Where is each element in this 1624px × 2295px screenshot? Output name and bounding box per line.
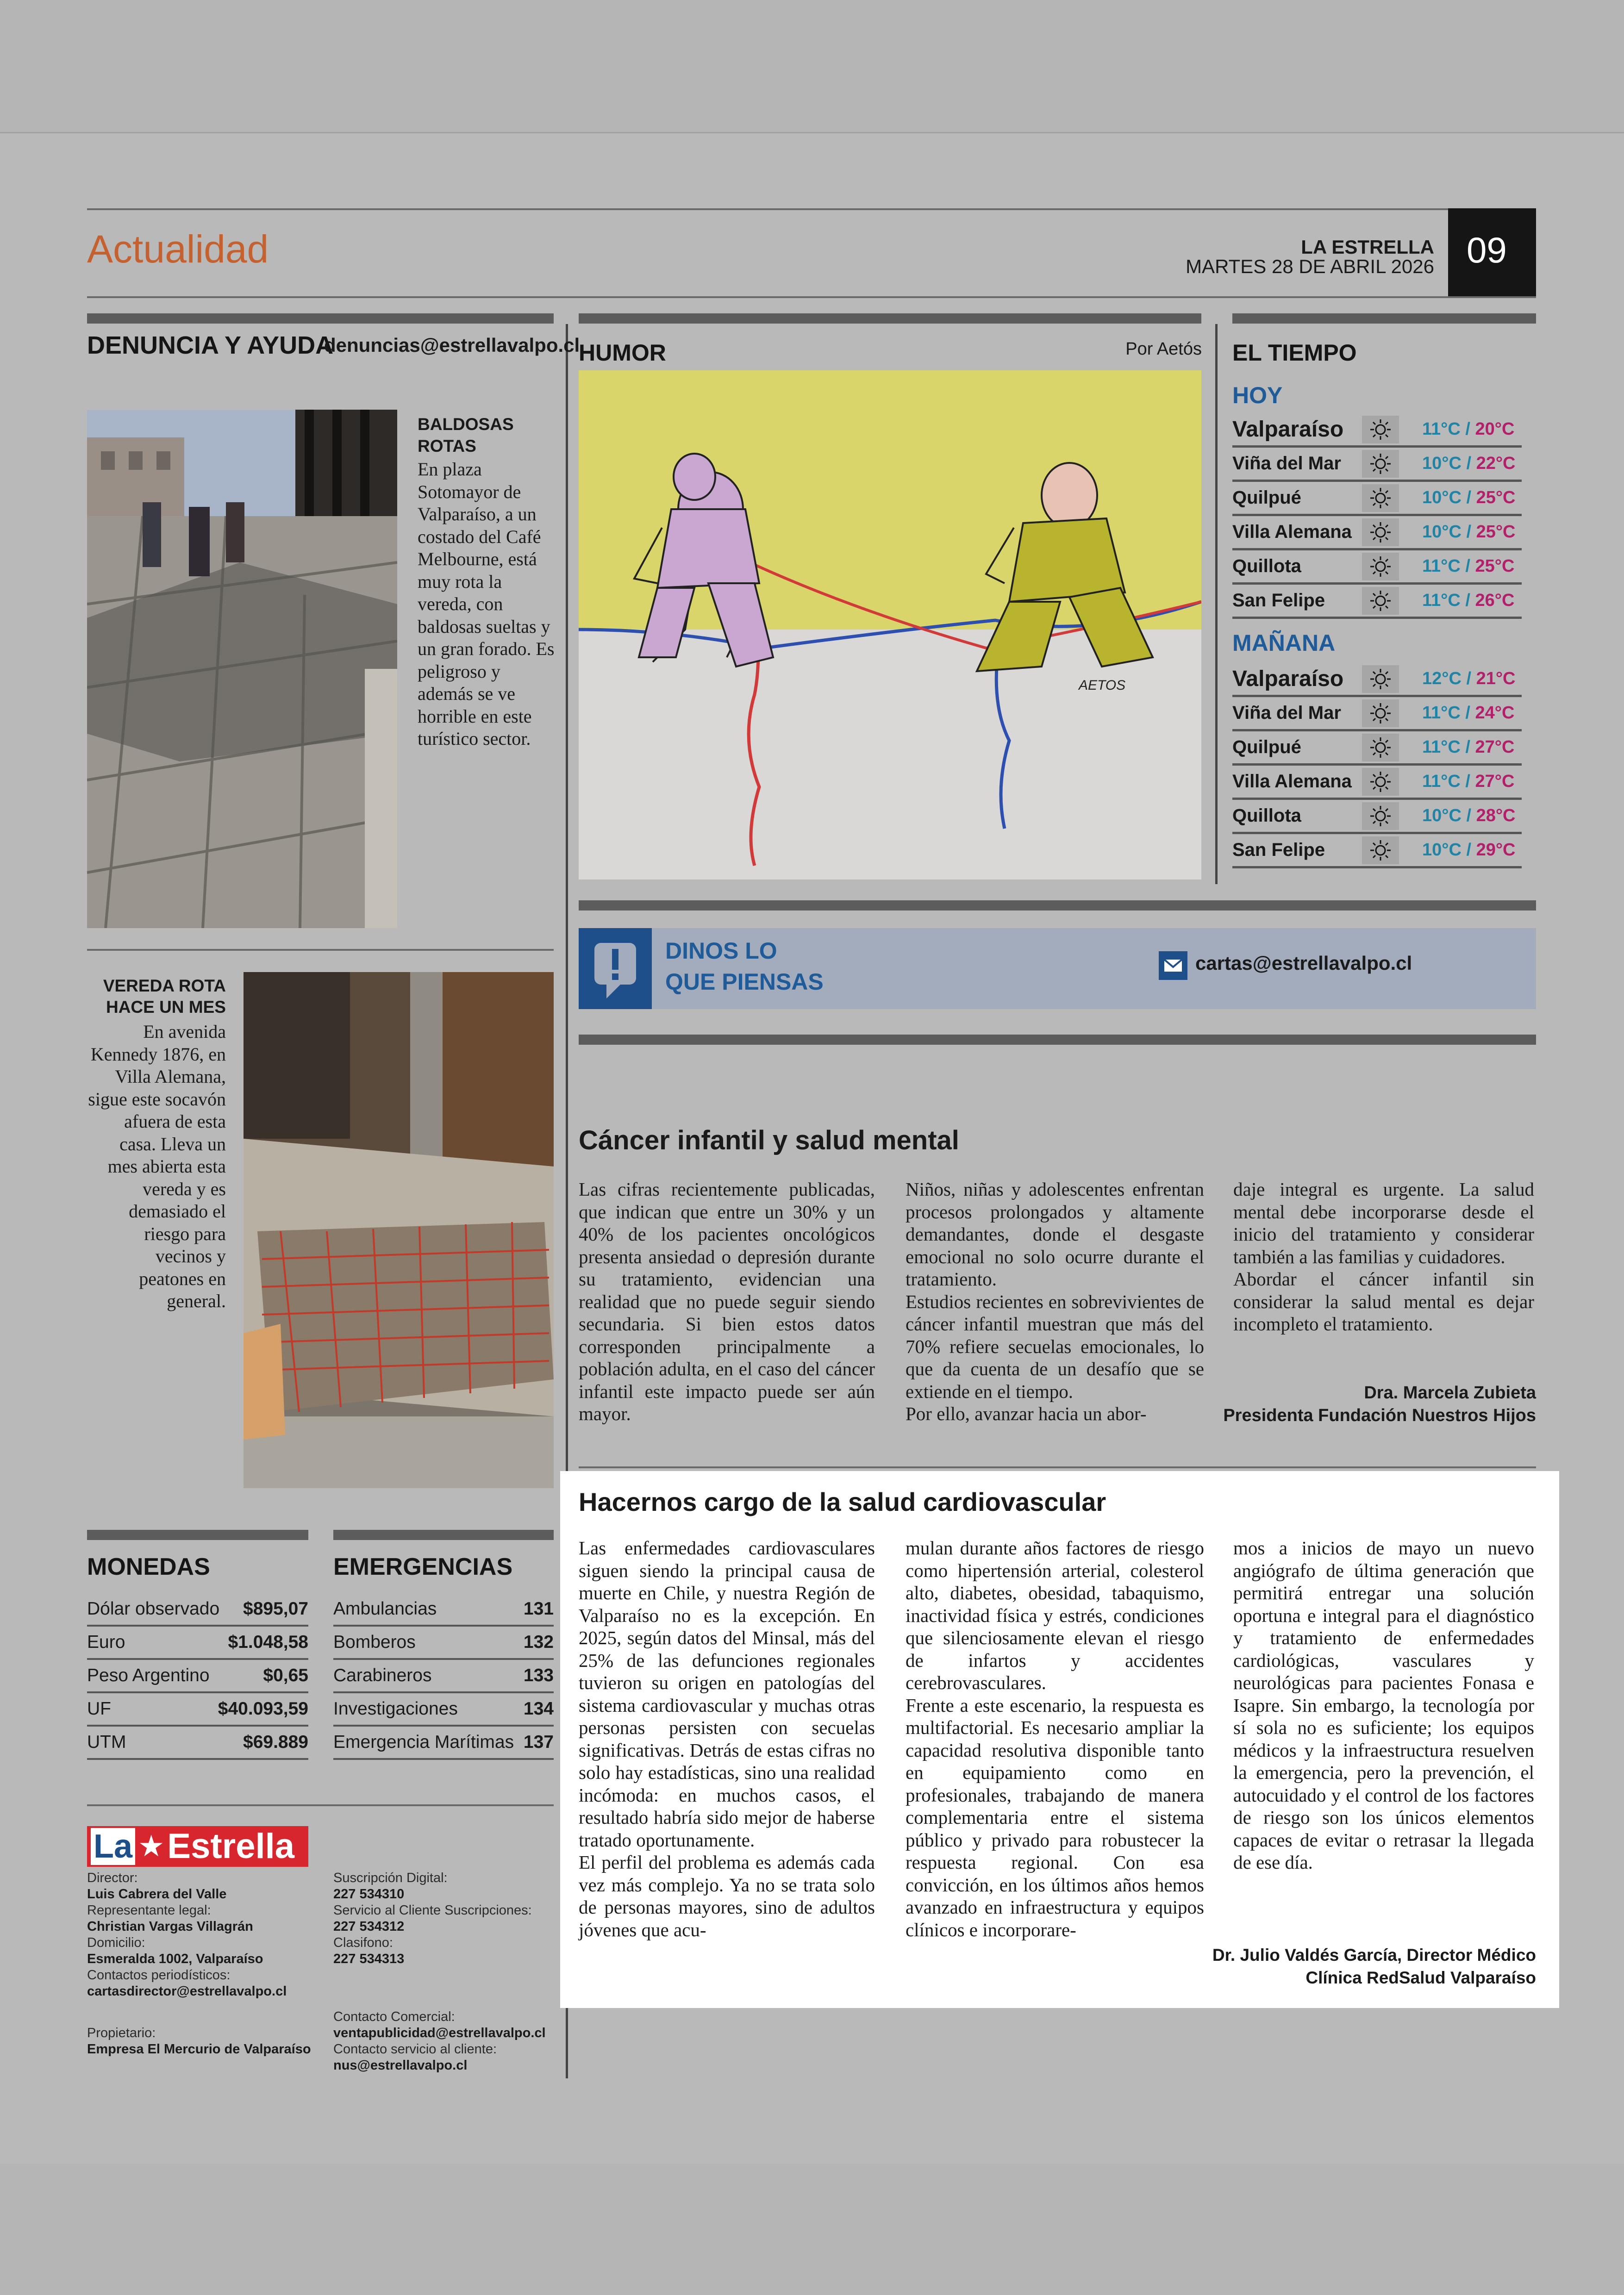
emergency-row: Investigaciones 134 (333, 1693, 554, 1727)
weather-city: Quillota (1232, 805, 1301, 826)
monedas-title: MONEDAS (87, 1553, 210, 1580)
humor-top-rule (579, 313, 1201, 324)
denuncia-top-rule (87, 313, 554, 324)
letter2-title: Hacernos cargo de la salud cardiovascular (579, 1487, 1106, 1516)
emergencias-table (333, 1593, 554, 1760)
contact-label: Contactos periodísticos: (87, 1968, 231, 1983)
weather-row (1232, 413, 1522, 448)
weather-city: Viña del Mar (1232, 453, 1341, 474)
emergency-row: Emergencia Marítimas 137 (333, 1727, 554, 1760)
weather-city: Villa Alemana (1232, 522, 1352, 542)
weather-temp: 10°C / 28°C (1422, 806, 1516, 825)
logo (87, 1826, 308, 1867)
contact: cartasdirector@estrellavalpo.cl (87, 1984, 287, 1999)
weather-temp: 11°C / 26°C (1422, 591, 1515, 610)
letter2-signature-line2: Clínica RedSalud Valparaíso (1305, 1968, 1536, 1987)
weather-city: San Felipe (1232, 590, 1325, 611)
sun-icon (1362, 768, 1399, 796)
sun-icon (1362, 836, 1399, 864)
weather-temp: 10°C / 25°C (1422, 488, 1516, 507)
photo-baldosas-rotas (87, 410, 397, 928)
masthead-info-left (87, 1870, 319, 2058)
section-title: Actualidad (87, 227, 269, 271)
weather-city: San Felipe (1232, 840, 1325, 860)
denuncia-mid-rule (87, 949, 554, 951)
weather-temp: 10°C / 29°C (1422, 840, 1516, 860)
owner: Empresa El Mercurio de Valparaíso (87, 2042, 311, 2057)
weather-temp: 10°C / 25°C (1422, 522, 1516, 542)
monedas-top-rule (87, 1530, 308, 1540)
currency-row: Euro $1.048,58 (87, 1627, 308, 1660)
issue-date: MARTES 28 DE ABRIL 2026 (1186, 256, 1434, 277)
monedas-table (87, 1593, 308, 1760)
emergencias-top-rule (333, 1530, 554, 1540)
sun-icon (1362, 484, 1399, 512)
sun-icon (1362, 450, 1399, 478)
emergency-row: Bomberos 132 (333, 1627, 554, 1660)
letter2-signature-line1: Dr. Julio Valdés García, Director Médico (1212, 1946, 1536, 1964)
sun-icon (1362, 802, 1399, 830)
commercial-label: Contacto Comercial: (333, 2009, 455, 2024)
weather-temp: 11°C / 27°C (1422, 737, 1515, 757)
weather-city: Villa Alemana (1232, 771, 1352, 792)
service-label: Servicio al Cliente Suscripciones: (333, 1903, 532, 1918)
weather-title: EL TIEMPO (1232, 340, 1357, 366)
exclamation-icon (579, 928, 652, 1009)
legal-label: Representante legal: (87, 1903, 211, 1918)
item1-text: En plaza Sotomayor de Valparaíso, a un costado del Café Melbourne, está muy rota la vereda, con baldosas sueltas y un gran forado. Es peligroso y además se ve horrible en este turístico sector. (418, 459, 555, 749)
mail-icon (1159, 951, 1187, 980)
star-icon: ★ (138, 1830, 165, 1863)
legal: Christian Vargas Villagrán (87, 1919, 253, 1934)
currency-row: Peso Argentino $0,65 (87, 1660, 308, 1693)
address: Esmeralda 1002, Valparaíso (87, 1952, 263, 1966)
humor-byline: Por Aetós (1125, 339, 1202, 359)
sun-icon (1362, 699, 1399, 727)
header-bottom-rule (87, 296, 1536, 298)
subscription: 227 534310 (333, 1887, 405, 1902)
item2-heading: VEREDA ROTA HACE UN MES (103, 976, 226, 1017)
letter2-col1: Las enfermedades cardiovasculares siguen siendo la principal causa de muerte en Chile, y nuestra Región de Valparaíso no es la excepción. En 2025, según datos del Minsal, más del 25% de las defunciones regionales tuvieron su origen en patologías del sistema cardiovascular y muchas otras personas persisten con secuelas significativas. Detrás de estas cifras no solo hay estadísticas, sino una realidad incómoda: en muchos casos, el resultado habría sido mejor de haberse tratado oportunamente. El perfil del problema es además cada vez más complejo. Ya no se trata solo de personas mayores, sino de adultos jóvenes que acu- (579, 1537, 875, 1940)
letter1-title: Cáncer infantil y salud mental (579, 1125, 959, 1155)
weather-temp: 11°C / 25°C (1422, 556, 1515, 576)
currency-row: Dólar observado $895,07 (87, 1593, 308, 1627)
logo-part1: La (91, 1828, 135, 1865)
weather-row (1232, 482, 1522, 516)
currency-row: UF $40.093,59 (87, 1693, 308, 1727)
address-label: Domicilio: (87, 1935, 145, 1950)
weather-row (1232, 448, 1522, 482)
director-label: Director: (87, 1871, 138, 1885)
dinos-email: cartas@estrellavalpo.cl (1195, 952, 1412, 974)
weather-row (1232, 800, 1522, 834)
divider-weather (1215, 324, 1218, 884)
emergencias-title: EMERGENCIAS (333, 1553, 513, 1580)
letter1-col1: Las cifras recientemente publicadas, que indican que entre un 30% y un 40% de los pacientes oncológicos presenta ansiedad o depresión durante su tratamiento, evidencian una realidad que no puede seguir siendo secundaria. Si bien estos datos corresponden principalmente a población adulta, en el caso del cáncer infantil este impacto puede ser aún mayor. (579, 1179, 875, 1424)
clasifono-label: Clasifono: (333, 1935, 393, 1950)
letter1-bottom-rule (579, 1466, 1536, 1468)
sun-icon (1362, 518, 1399, 546)
weather-city: Quilpué (1232, 487, 1301, 508)
letter2-col3: mos a inicios de mayo un nuevo angiógrafo de última generación que permitirá entregar una solución oportuna e integral para el diagnóstico y tratamiento de enfermedades cardiológicas, vasculares y neurológicas para pacientes Fonasa e Isapre. Sin embargo, la tecnología por sí sola no es suficiente; los equipos médicos y la infraestructura resuelven la emergencia, pero la prevención, el autocuidado y el control de los factores de riesgo son los únicos elementos capaces de evitar o retrasar la llegada de ese día. (1233, 1537, 1534, 1873)
service: 227 534312 (333, 1919, 405, 1934)
client-label: Contacto servicio al cliente: (333, 2042, 497, 2057)
header-top-rule (87, 208, 1448, 210)
weather-tomorrow-label: MAÑANA (1232, 630, 1336, 656)
weather-city: Quillota (1232, 556, 1301, 576)
weather-row (1232, 663, 1522, 697)
emergency-row: Carabineros 133 (333, 1660, 554, 1693)
weather-city: Viña del Mar (1232, 703, 1341, 723)
sun-icon (1362, 416, 1399, 443)
weather-today-list (1232, 413, 1522, 619)
currency-row: UTM $69.889 (87, 1727, 308, 1760)
denuncia-title: DENUNCIA Y AYUDA (87, 331, 334, 359)
sun-icon (1362, 734, 1399, 761)
owner-label: Propietario: (87, 2026, 156, 2040)
weather-row (1232, 766, 1522, 800)
letter2-col2: mulan durante años factores de riesgo como hipertensión arterial, colesterol alto, diabetes, obesidad, tabaquismo, inactividad física y estrés, condiciones que silenciosamente elevan el riesgo de infartos y accidentes cerebrovasculares. Frente a este escenario, la respuesta es multifactorial. Es necesario ampliar la capacidad resolutiva disponible tanto en equipamiento como en profesionales, trabajando de manera complementaria entre el sistema público y privado para robustecer la respuesta regional. Con esa convicción, en los últimos años hemos avanzado en infraestructura y equipos clínicos e incorporare- (906, 1537, 1204, 1940)
paper-name: LA ESTRELLA (1301, 236, 1434, 258)
weather-temp: 11°C / 20°C (1422, 419, 1515, 439)
director: Luis Cabrera del Valle (87, 1887, 227, 1902)
svg-text:AETOS: AETOS (1079, 678, 1126, 693)
weather-row (1232, 550, 1522, 585)
weather-row (1232, 697, 1522, 731)
photo-vereda-rota (244, 972, 554, 1488)
weather-row (1232, 731, 1522, 766)
commercial: ventapublicidad@estrellavalpo.cl (333, 2026, 546, 2040)
humor-cartoon (579, 370, 1201, 879)
client: nus@estrellavalpo.cl (333, 2058, 468, 2073)
weather-top-rule (1232, 313, 1536, 324)
letter1-signature-name: Dra. Marcela Zubieta (1364, 1383, 1536, 1403)
dinos-top-rule (579, 900, 1536, 911)
letter1-col2: Niños, niñas y adolescentes enfrentan procesos prolongados y altamente demandantes, donde el desgaste emocional no solo ocurre durante el tratamiento. Estudios recientes en sobrevivientes de cáncer infantil muestran que más del 70% refiere secuelas emocionales, lo que da cuenta de un desafío que se extiende en el tiempo. Por ello, avanzar hacia un abor- (906, 1179, 1204, 1424)
item2-text: En avenida Kennedy 1876, en Villa Alemana, sigue este socavón afuera de esta casa. Lleva un mes abierta esta vereda y es demasiado el riesgo para vecinos y peatones en general. (88, 1021, 226, 1311)
humor-title: HUMOR (579, 340, 666, 366)
dinos-line2: QUE PIENSAS (665, 969, 824, 995)
letter1-signature-role: Presidenta Fundación Nuestros Hijos (1223, 1406, 1536, 1425)
weather-temp: 11°C / 27°C (1422, 772, 1515, 791)
letter1-col3: daje integral es urgente. La salud mental debe incorporarse desde el inicio del tratamiento y considerar también a las familias y cuidadores. Abordar el cáncer infantil sin considerar la salud mental es dejar incompleto el tratamiento. (1233, 1179, 1534, 1335)
masthead-info-right (333, 1870, 556, 2074)
weather-temp: 12°C / 21°C (1422, 669, 1516, 688)
logo-part2: Estrella (167, 1827, 295, 1866)
weather-tomorrow-list (1232, 663, 1522, 868)
sun-icon (1362, 665, 1399, 693)
weather-today-label: HOY (1232, 382, 1283, 408)
weather-row (1232, 516, 1522, 550)
dinos-line1: DINOS LO (665, 938, 777, 964)
weather-city: Quilpué (1232, 737, 1301, 757)
weather-city: Valparaíso (1232, 667, 1344, 691)
emergency-row: Ambulancias 131 (333, 1593, 554, 1627)
denuncia-email: denuncias@estrellavalpo.cl (324, 334, 580, 356)
clasifono: 227 534313 (333, 1952, 405, 1966)
dinos-icon-box (579, 928, 652, 1009)
weather-city: Valparaíso (1232, 417, 1344, 442)
weather-temp: 11°C / 24°C (1422, 703, 1515, 723)
item1-heading: BALDOSAS ROTAS (418, 415, 514, 455)
weather-temp: 10°C / 22°C (1422, 454, 1516, 473)
sun-icon (1362, 553, 1399, 580)
dinos-bottom-rule (579, 1035, 1536, 1045)
page-number: 09 (1467, 230, 1507, 270)
weather-row (1232, 585, 1522, 619)
sun-icon (1362, 587, 1399, 615)
masthead-top-rule (87, 1804, 554, 1806)
weather-row (1232, 834, 1522, 868)
subscription-label: Suscripción Digital: (333, 1871, 448, 1885)
